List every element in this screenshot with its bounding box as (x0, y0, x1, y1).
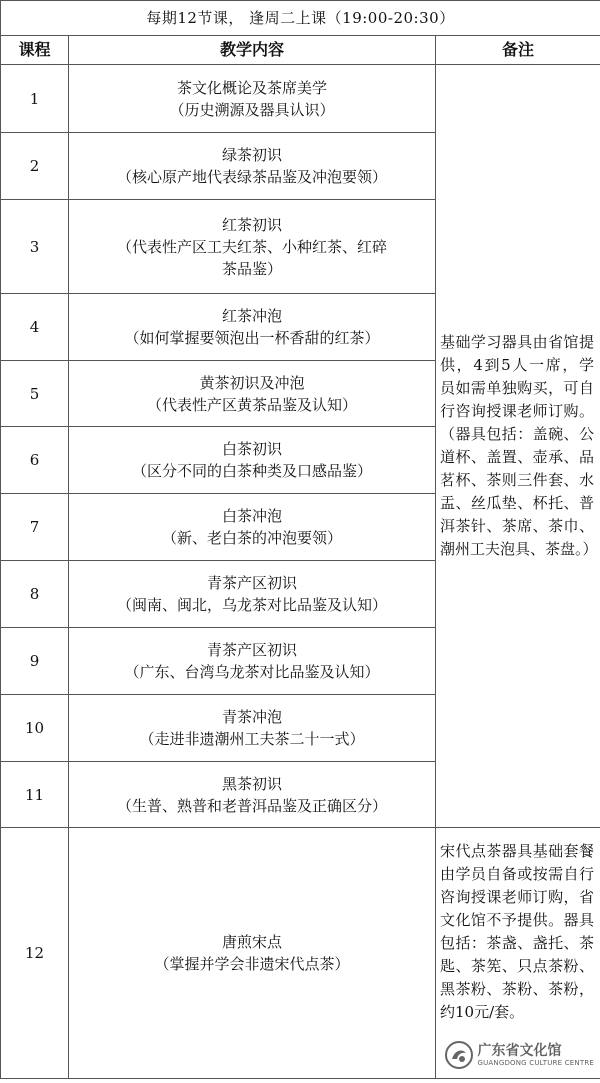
lesson-content (69, 695, 436, 762)
lesson-subtitle: （区分不同的白茶种类及口感品鉴） (131, 462, 372, 480)
lesson-number: 3 (1, 200, 69, 294)
lesson-title: 唐煎宋点 (221, 933, 282, 951)
table-row (1, 65, 600, 133)
lesson-subtitle: （历史溯源及器具认识） (169, 100, 335, 119)
lesson-title: 红茶初识 (221, 215, 282, 234)
lesson-subtitle: （核心原产地代表绿茶品鉴及冲泡要领） (116, 168, 387, 186)
watermark-logo (444, 1040, 594, 1070)
culture-centre-logo-icon (444, 1040, 474, 1070)
lesson-number: 9 (1, 628, 69, 695)
lesson-content (69, 294, 436, 361)
lesson-content (69, 628, 436, 695)
lesson-content (69, 133, 436, 200)
lesson-number: 5 (1, 361, 69, 427)
watermark-cn: 广东省文化馆 (477, 1042, 562, 1059)
lesson-content (69, 494, 436, 561)
lesson-content (69, 828, 436, 1079)
lesson-subtitle: （如何掌握要领泡出一杯香甜的红茶） (124, 329, 380, 347)
lesson-subtitle: （新、老白茶的冲泡要领） (161, 529, 342, 547)
lesson-title: 青茶产区初识 (206, 641, 297, 659)
lesson-title: 红茶冲泡 (221, 307, 282, 325)
schedule-caption: 每期12节课， 逢周二上课（19:00-20:30） (1, 1, 600, 36)
lesson-content (69, 361, 436, 427)
lesson-subtitle: （生普、熟普和老普洱品鉴及正确区分） (116, 796, 387, 815)
lesson-content (69, 561, 436, 628)
lesson-content (69, 762, 436, 828)
lesson-number: 6 (1, 427, 69, 494)
watermark-en: GUANGDONG CULTURE CENTRE (477, 1058, 595, 1067)
lesson-number: 11 (1, 762, 69, 828)
note-song-equipment (436, 828, 600, 1079)
lesson-subtitle: （广东、台湾乌龙茶对比品鉴及认知） (124, 663, 380, 681)
header-lesson: 课程 (1, 36, 69, 65)
header-content: 教学内容 (69, 36, 436, 65)
lesson-title: 白茶初识 (221, 440, 282, 458)
header-note: 备注 (436, 36, 600, 65)
lesson-title: 黄茶初识及冲泡 (199, 373, 305, 392)
lesson-subtitle: （走进非遗潮州工夫茶二十一式） (139, 730, 365, 748)
lesson-subtitle: （闽南、闽北，乌龙茶对比品鉴及认知） (116, 596, 387, 614)
lesson-number: 8 (1, 561, 69, 628)
lesson-number: 4 (1, 294, 69, 361)
lesson-number: 1 (1, 65, 69, 133)
lesson-title: 白茶冲泡 (221, 507, 282, 525)
lesson-number: 10 (1, 695, 69, 762)
lesson-number: 2 (1, 133, 69, 200)
lesson-title: 茶文化概论及茶席美学 (176, 78, 327, 97)
lesson-title: 青茶产区初识 (206, 574, 297, 592)
note-song-text: 宋代点茶器具基础套餐由学员自备或按需自行咨询授课老师订购，省文化馆不予提供。器具包括：茶盏、盏托、茶匙、茶筅、只点茶粉、黑茶粉、茶粉、茶粉，约10元/套。 (440, 842, 595, 1021)
lesson-subtitle: （代表性产区工夫红茶、小种红茶、红碎茶品鉴） (116, 237, 387, 278)
lesson-number: 12 (1, 828, 69, 1079)
note-basic-equipment: 基础学习器具由省馆提供，4到5人一席，学员如需单独购买，可自行咨询授课老师订购。（器具包括：盖碗、公道杯、盖置、壶承、品茗杯、茶则三件套、水盂、丝瓜垫、杯托、普洱茶针、茶席、茶巾、潮州工夫泡具、茶盘。） (436, 65, 600, 828)
lesson-title: 绿茶初识 (221, 146, 282, 164)
lesson-subtitle: （掌握并学会非遗宋代点茶） (154, 955, 350, 973)
lesson-subtitle: （代表性产区黄茶品鉴及认知） (146, 395, 357, 414)
lesson-content (69, 65, 436, 133)
lesson-title: 青茶冲泡 (221, 708, 282, 726)
table-row (1, 828, 600, 1079)
lesson-title: 黑茶初识 (221, 774, 282, 793)
lesson-number: 7 (1, 494, 69, 561)
lesson-content (69, 427, 436, 494)
lesson-content (69, 200, 436, 294)
